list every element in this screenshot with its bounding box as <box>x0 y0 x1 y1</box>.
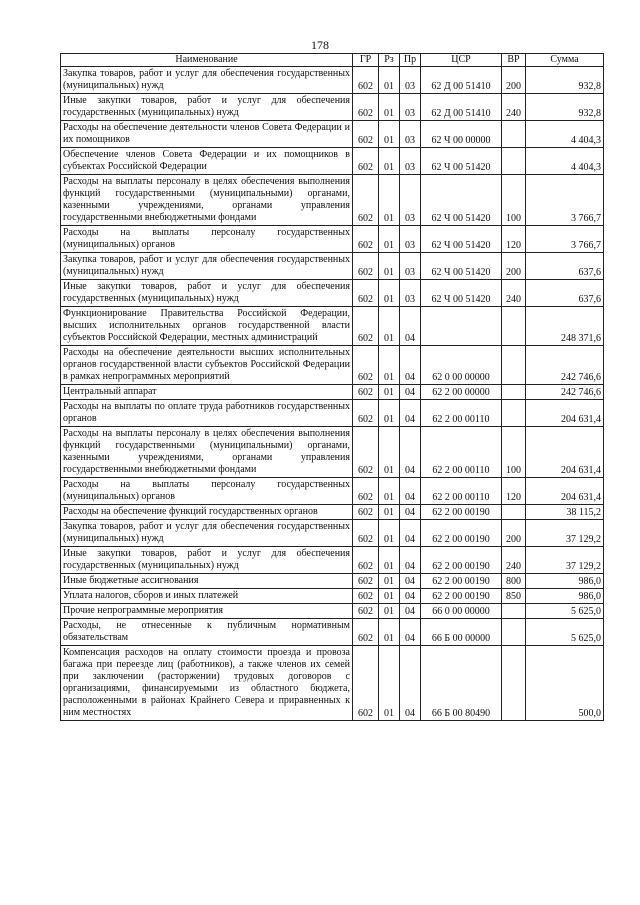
cell-pr: 04 <box>400 505 421 520</box>
cell-vr <box>502 307 526 346</box>
cell-csr: 62 Ч 00 00000 <box>421 121 502 148</box>
cell-csr: 62 2 00 00110 <box>421 427 502 478</box>
table-row <box>61 646 604 721</box>
cell-vr <box>502 646 526 721</box>
table-row <box>61 385 604 400</box>
cell-vr: 850 <box>502 589 526 604</box>
header-sum: Сумма <box>526 54 604 67</box>
cell-gr: 602 <box>353 400 379 427</box>
cell-gr: 602 <box>353 253 379 280</box>
cell-gr: 602 <box>353 646 379 721</box>
cell-rz: 01 <box>379 427 400 478</box>
cell-name: Расходы на выплаты персоналу государственных (муниципальных) органов <box>61 226 353 253</box>
table-row <box>61 547 604 574</box>
cell-vr: 100 <box>502 427 526 478</box>
cell-rz: 01 <box>379 574 400 589</box>
cell-csr: 62 Д 00 51410 <box>421 67 502 94</box>
cell-pr: 04 <box>400 646 421 721</box>
cell-rz: 01 <box>379 547 400 574</box>
cell-vr: 100 <box>502 175 526 226</box>
cell-gr: 602 <box>353 67 379 94</box>
cell-pr: 04 <box>400 604 421 619</box>
cell-sum: 204 631,4 <box>526 427 604 478</box>
cell-rz: 01 <box>379 505 400 520</box>
cell-sum: 986,0 <box>526 574 604 589</box>
cell-sum: 637,6 <box>526 280 604 307</box>
cell-csr: 62 Ч 00 51420 <box>421 148 502 175</box>
cell-vr <box>502 619 526 646</box>
cell-name: Иные закупки товаров, работ и услуг для обеспечения государственных (муниципальных) нужд <box>61 280 353 307</box>
cell-sum: 204 631,4 <box>526 478 604 505</box>
cell-name: Расходы на обеспечение деятельности высших исполнительных органов государственной власти субъектов Российской Федерации в рамках непрограммных мероприятий <box>61 346 353 385</box>
cell-name: Обеспечение членов Совета Федерации и их помощников в субъектах Российской Федерации <box>61 148 353 175</box>
cell-csr: 62 2 00 00190 <box>421 589 502 604</box>
table-row <box>61 253 604 280</box>
budget-table <box>60 53 604 721</box>
cell-name: Закупка товаров, работ и услуг для обеспечения государственных (муниципальных) нужд <box>61 253 353 280</box>
cell-pr: 04 <box>400 589 421 604</box>
cell-name: Закупка товаров, работ и услуг для обеспечения государственных (муниципальных) нужд <box>61 67 353 94</box>
cell-csr: 62 2 00 00190 <box>421 505 502 520</box>
cell-rz: 01 <box>379 520 400 547</box>
table-row <box>61 226 604 253</box>
cell-name: Расходы на выплаты персоналу в целях обеспечения выполнения функций государственными (муниципальными) органами, казенными учреждениями, органами управления государственными внебюджетными фондами <box>61 427 353 478</box>
cell-pr: 04 <box>400 385 421 400</box>
table-row <box>61 574 604 589</box>
cell-name: Расходы на выплаты персоналу в целях обеспечения выполнения функций государственными (муниципальными) органами, казенными учреждениями, органами управления государственными внебюджетными фондами <box>61 175 353 226</box>
cell-vr: 240 <box>502 280 526 307</box>
cell-pr: 03 <box>400 94 421 121</box>
cell-name: Центральный аппарат <box>61 385 353 400</box>
table-row <box>61 589 604 604</box>
cell-gr: 602 <box>353 427 379 478</box>
cell-sum: 3 766,7 <box>526 226 604 253</box>
table-row <box>61 94 604 121</box>
cell-gr: 602 <box>353 148 379 175</box>
cell-sum: 986,0 <box>526 589 604 604</box>
cell-pr: 03 <box>400 148 421 175</box>
table-row <box>61 346 604 385</box>
cell-gr: 602 <box>353 547 379 574</box>
cell-name: Функционирование Правительства Российской Федерации, высших исполнительных органов государственной власти субъектов Российской Федерации, местных администраций <box>61 307 353 346</box>
header-pr: Пр <box>400 54 421 67</box>
cell-sum: 932,8 <box>526 67 604 94</box>
table-row <box>61 148 604 175</box>
cell-gr: 602 <box>353 307 379 346</box>
cell-csr: 62 Д 00 51410 <box>421 94 502 121</box>
cell-pr: 03 <box>400 121 421 148</box>
cell-csr <box>421 307 502 346</box>
cell-sum: 204 631,4 <box>526 400 604 427</box>
header-gr: ГР <box>353 54 379 67</box>
table-row <box>61 280 604 307</box>
header-name: Наименование <box>61 54 353 67</box>
cell-rz: 01 <box>379 478 400 505</box>
cell-rz: 01 <box>379 148 400 175</box>
table-row <box>61 427 604 478</box>
table-row <box>61 400 604 427</box>
cell-name: Расходы, не отнесенные к публичным нормативным обязательствам <box>61 619 353 646</box>
cell-gr: 602 <box>353 346 379 385</box>
cell-name: Прочие непрограммные мероприятия <box>61 604 353 619</box>
cell-name: Расходы на выплаты по оплате труда работников государственных органов <box>61 400 353 427</box>
cell-sum: 37 129,2 <box>526 547 604 574</box>
cell-rz: 01 <box>379 307 400 346</box>
cell-pr: 04 <box>400 307 421 346</box>
table-row <box>61 121 604 148</box>
cell-gr: 602 <box>353 175 379 226</box>
cell-vr <box>502 604 526 619</box>
cell-sum: 5 625,0 <box>526 619 604 646</box>
cell-csr: 62 2 00 00110 <box>421 400 502 427</box>
cell-vr <box>502 121 526 148</box>
cell-pr: 04 <box>400 520 421 547</box>
cell-name: Уплата налогов, сборов и иных платежей <box>61 589 353 604</box>
cell-sum: 5 625,0 <box>526 604 604 619</box>
cell-vr: 200 <box>502 253 526 280</box>
cell-vr <box>502 346 526 385</box>
table-row <box>61 67 604 94</box>
cell-gr: 602 <box>353 121 379 148</box>
cell-sum: 242 746,6 <box>526 385 604 400</box>
cell-pr: 04 <box>400 547 421 574</box>
cell-gr: 602 <box>353 94 379 121</box>
cell-gr: 602 <box>353 589 379 604</box>
cell-gr: 602 <box>353 574 379 589</box>
cell-vr: 120 <box>502 226 526 253</box>
table-body <box>61 67 604 721</box>
cell-name: Расходы на выплаты персоналу государственных (муниципальных) органов <box>61 478 353 505</box>
cell-gr: 602 <box>353 520 379 547</box>
cell-rz: 01 <box>379 346 400 385</box>
header-rz: Рз <box>379 54 400 67</box>
cell-pr: 03 <box>400 175 421 226</box>
cell-vr: 200 <box>502 520 526 547</box>
cell-name: Иные бюджетные ассигнования <box>61 574 353 589</box>
cell-csr: 62 2 00 00190 <box>421 574 502 589</box>
cell-sum: 38 115,2 <box>526 505 604 520</box>
cell-sum: 37 129,2 <box>526 520 604 547</box>
cell-rz: 01 <box>379 67 400 94</box>
cell-rz: 01 <box>379 253 400 280</box>
cell-vr: 120 <box>502 478 526 505</box>
cell-gr: 602 <box>353 478 379 505</box>
table-row <box>61 619 604 646</box>
page-number: 178 <box>311 38 329 52</box>
cell-pr: 04 <box>400 574 421 589</box>
cell-name: Расходы на обеспечение деятельности членов Совета Федерации и их помощников <box>61 121 353 148</box>
cell-gr: 602 <box>353 280 379 307</box>
cell-gr: 602 <box>353 385 379 400</box>
cell-gr: 602 <box>353 505 379 520</box>
cell-rz: 01 <box>379 280 400 307</box>
cell-rz: 01 <box>379 226 400 253</box>
cell-csr: 62 2 00 00190 <box>421 547 502 574</box>
cell-vr <box>502 400 526 427</box>
cell-sum: 500,0 <box>526 646 604 721</box>
cell-csr: 66 Б 00 80490 <box>421 646 502 721</box>
cell-sum: 242 746,6 <box>526 346 604 385</box>
cell-vr: 200 <box>502 67 526 94</box>
cell-rz: 01 <box>379 589 400 604</box>
cell-sum: 4 404,3 <box>526 121 604 148</box>
cell-name: Иные закупки товаров, работ и услуг для обеспечения государственных (муниципальных) нужд <box>61 547 353 574</box>
table-row <box>61 520 604 547</box>
cell-pr: 04 <box>400 478 421 505</box>
cell-rz: 01 <box>379 619 400 646</box>
header-vr: ВР <box>502 54 526 67</box>
cell-pr: 04 <box>400 400 421 427</box>
cell-csr: 62 Ч 00 51420 <box>421 175 502 226</box>
table-row <box>61 307 604 346</box>
cell-rz: 01 <box>379 400 400 427</box>
cell-name: Закупка товаров, работ и услуг для обеспечения государственных (муниципальных) нужд <box>61 520 353 547</box>
cell-sum: 4 404,3 <box>526 148 604 175</box>
cell-pr: 03 <box>400 253 421 280</box>
cell-rz: 01 <box>379 385 400 400</box>
cell-rz: 01 <box>379 121 400 148</box>
cell-vr <box>502 505 526 520</box>
cell-csr: 62 Ч 00 51420 <box>421 253 502 280</box>
cell-gr: 602 <box>353 226 379 253</box>
cell-name: Расходы на обеспечение функций государственных органов <box>61 505 353 520</box>
cell-pr: 04 <box>400 346 421 385</box>
cell-name: Иные закупки товаров, работ и услуг для обеспечения государственных (муниципальных) нужд <box>61 94 353 121</box>
cell-vr <box>502 148 526 175</box>
cell-rz: 01 <box>379 604 400 619</box>
cell-csr: 66 0 00 00000 <box>421 604 502 619</box>
cell-vr <box>502 385 526 400</box>
cell-rz: 01 <box>379 646 400 721</box>
table-row <box>61 604 604 619</box>
cell-csr: 62 2 00 00110 <box>421 478 502 505</box>
cell-vr: 240 <box>502 94 526 121</box>
cell-sum: 248 371,6 <box>526 307 604 346</box>
cell-gr: 602 <box>353 604 379 619</box>
cell-rz: 01 <box>379 94 400 121</box>
cell-pr: 03 <box>400 226 421 253</box>
cell-csr: 66 Б 00 00000 <box>421 619 502 646</box>
cell-vr: 240 <box>502 547 526 574</box>
cell-sum: 3 766,7 <box>526 175 604 226</box>
table-row <box>61 478 604 505</box>
header-csr: ЦСР <box>421 54 502 67</box>
cell-name: Компенсация расходов на оплату стоимости проезда и провоза багажа при переезде лиц (работников), а также членов их семей при заключении (расторжении) трудовых договоров с организациями, финансируемыми из областного бюджета, расположенными в районах Крайнего Севера и приравненных к ним местностях <box>61 646 353 721</box>
cell-pr: 03 <box>400 67 421 94</box>
cell-pr: 04 <box>400 427 421 478</box>
table-row <box>61 505 604 520</box>
cell-sum: 932,8 <box>526 94 604 121</box>
cell-sum: 637,6 <box>526 253 604 280</box>
table-header-row <box>61 54 604 67</box>
cell-pr: 04 <box>400 619 421 646</box>
cell-csr: 62 0 00 00000 <box>421 346 502 385</box>
cell-csr: 62 Ч 00 51420 <box>421 280 502 307</box>
cell-csr: 62 2 00 00190 <box>421 520 502 547</box>
cell-csr: 62 2 00 00000 <box>421 385 502 400</box>
cell-csr: 62 Ч 00 51420 <box>421 226 502 253</box>
cell-vr: 800 <box>502 574 526 589</box>
cell-gr: 602 <box>353 619 379 646</box>
cell-rz: 01 <box>379 175 400 226</box>
cell-pr: 03 <box>400 280 421 307</box>
table-row <box>61 175 604 226</box>
